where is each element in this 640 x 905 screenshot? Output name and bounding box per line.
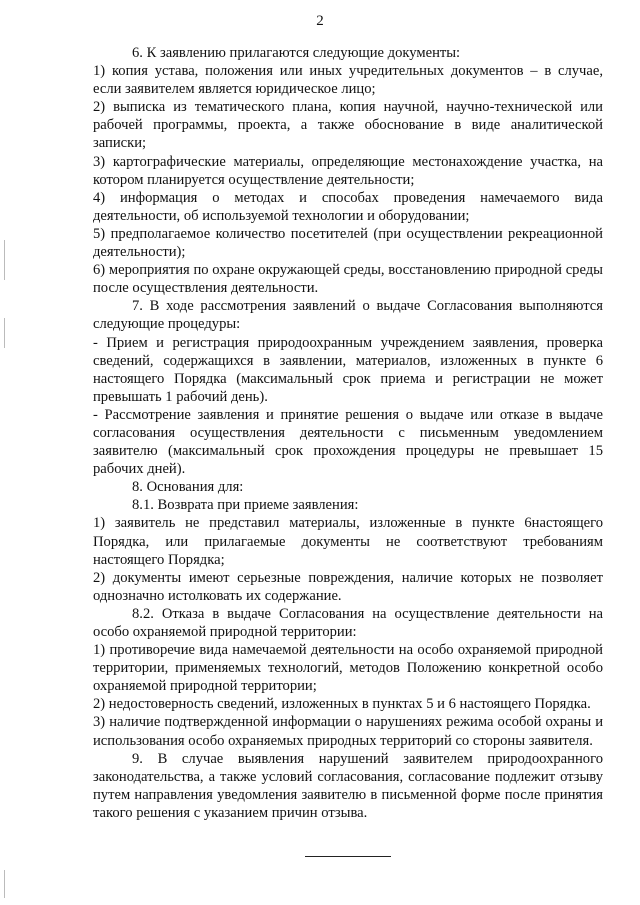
paragraph-8-1-heading: 8.1. Возврата при приеме заявления:: [132, 497, 359, 514]
paragraph-6-heading: 6. К заявлению прилагаются следующие документы:: [132, 45, 461, 61]
list-item-6-5: 5) предполагаемое количество посетителей (при осуществлении рекреационной деятельности);: [93, 225, 603, 261]
list-item-6-4: 4) информация о методах и способах проведения намечаемого вида деятельности, об используемой технологии и оборудовании;: [93, 189, 603, 224]
procedure-item-1: - Прием и регистрация природоохранным учреждением заявления, проверка сведений, содержащихся в заявлении, материалов, изложенных в пункте 6 настоящего Порядка (максимальный срок приема и регистрации не может превышать 1 рабочий день).: [93, 334, 603, 405]
list-item-8-2-3: 3) наличие подтвержденной информации о нарушениях режима особой охраны и использования особо охраняемых природных территорий со стороны заявителя.: [93, 714, 603, 749]
document-body: [93, 44, 603, 822]
paragraph-7-heading: 7. В ходе рассмотрения заявлений о выдаче Согласования выполняются следующие процедуры:: [93, 298, 603, 333]
list-item-8-1-2: 2) документы имеют серьезные повреждения, наличие которых не позволяет однозначно истолковать их содержание.: [93, 569, 603, 604]
page-number: 2: [316, 13, 324, 29]
list-item-6-3: 3) картографические материалы, определяющие местонахождение участка, на котором планируется осуществление деятельности;: [93, 153, 603, 188]
scan-margin-mark: [4, 240, 5, 280]
paragraph-9: 9. В случае выявления нарушений заявителем природоохранного законодательства, а также условий согласования, согласование подлежит отзыву путем направления уведомления заявителю в письменной форме после принятия такого решения с указанием причин отзыва.: [93, 750, 603, 821]
paragraph-8-heading: 8. Основания для:: [132, 479, 244, 496]
list-item-8-1-1: 1) заявитель не представил материалы, изложенные в пункте 6настоящего Порядка, или прилагаемые документы не соответствуют требованиям настоящего Порядка;: [93, 515, 603, 568]
list-item-6-1: 1) копия устава, положения или иных учредительных документов – в случае, если заявителем является юридическое лицо;: [93, 63, 603, 98]
scan-margin-mark: [4, 318, 5, 348]
scan-margin-mark: [4, 870, 5, 898]
list-item-6-6: 6) мероприятия по охране окружающей среды, восстановлению природной среды после осуществления деятельности.: [93, 262, 603, 297]
list-item-8-2-1: 1) противоречие вида намечаемой деятельности на особо охраняемой природной территории, применяемых технологий, методов Положению конкретной особо охраняемой природной территории;: [93, 642, 603, 695]
list-item-8-2-2: 2) недостоверность сведений, изложенных в пунктах 5 и 6 настоящего Порядка.: [93, 696, 591, 713]
list-item-6-2: 2) выписка из тематического плана, копия научной, научно-технической или рабочей программы, проекта, а также обоснование в виде аналитической записки;: [93, 99, 603, 152]
procedure-item-2: - Рассмотрение заявления и принятие решения о выдаче или отказе в выдаче согласования осуществления деятельности с письменным уведомлением заявителю (максимальный срок прохождения процедуры не превышает 15 рабочих дней).: [93, 406, 603, 478]
paragraph-8-2-heading: 8.2. Отказа в выдаче Согласования на осуществление деятельности на особо охраняемой природной территории:: [93, 605, 603, 640]
end-divider-line: [305, 856, 391, 857]
